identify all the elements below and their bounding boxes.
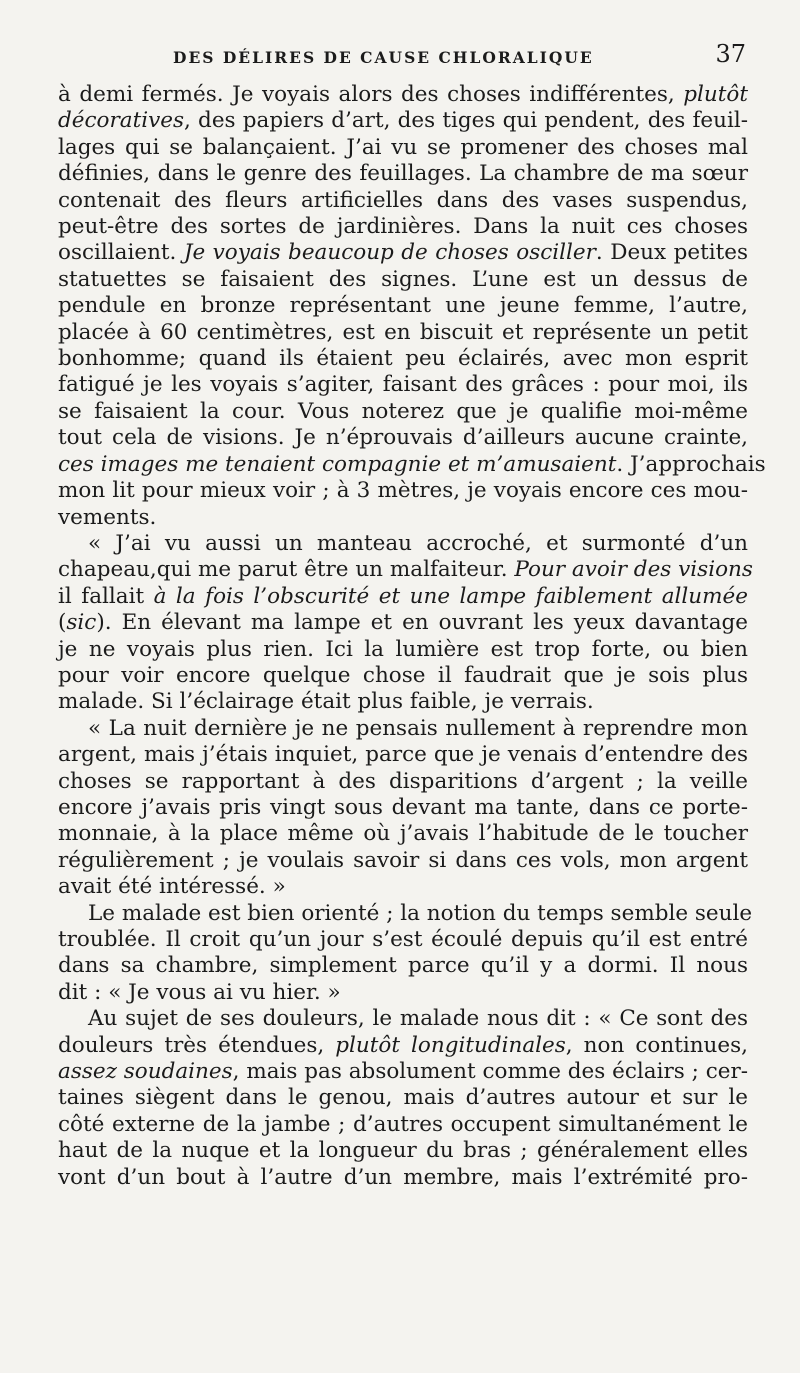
text-run: placée à 60 centimètres, est en biscuit et représente un petit <box>58 319 748 345</box>
page-header <box>58 40 746 76</box>
text-run: pendule en bronze représentant une jeune femme, l’autre, <box>58 293 748 319</box>
text-run: dit : « Je vous ai vu hier. » <box>58 979 341 1005</box>
italic-run: à la fois l’obscurité et une lampe faiblement allumée <box>153 583 748 609</box>
text-run: taines siègent dans le genou, mais d’autres autour et sur le <box>58 1085 748 1111</box>
text-line <box>58 980 748 1006</box>
text-line <box>58 557 753 583</box>
text-run: fatigué je les voyais s’agiter, faisant des grâces : pour moi, ils <box>58 372 748 398</box>
text-run: monnaie, à la place même où j’avais l’habitude de le toucher <box>58 821 748 847</box>
running-head: DES DÉLIRES DE CAUSE CHLORALIQUE <box>173 48 594 67</box>
text-line <box>58 716 748 742</box>
text-run: bonhomme; quand ils étaient peu éclairés, avec mon esprit <box>58 346 748 372</box>
text-line <box>58 346 748 372</box>
text-run: statuettes se faisaient des signes. L’une est un dessus de <box>58 266 748 292</box>
text-run: . J’approchais <box>616 451 766 477</box>
text-line <box>58 663 748 689</box>
text-line <box>58 214 748 240</box>
body-text <box>58 82 766 1191</box>
text-run: . Deux petites <box>595 240 748 266</box>
text-line <box>58 1165 748 1191</box>
text-line <box>58 874 748 900</box>
text-line <box>58 293 748 319</box>
text-line <box>58 451 766 478</box>
text-run: il fallait <box>58 583 154 609</box>
italic-run: plutôt longitudinales <box>335 1032 566 1058</box>
text-run: définies, dans le genre des feuillages. La chambre de ma sœur <box>58 161 748 187</box>
text-line <box>58 240 748 266</box>
text-line <box>58 1059 748 1085</box>
text-run: contenait des fleurs artificielles dans des vases suspendus, <box>58 187 748 213</box>
text-run: vont d’un bout à l’autre d’un membre, mais l’extrémité pro- <box>58 1164 748 1190</box>
italic-run: sic <box>66 610 97 636</box>
italic-run: plutôt <box>683 82 748 107</box>
text-line <box>58 742 748 768</box>
text-line <box>58 848 748 874</box>
text-run: dans sa chambre, simplement parce qu’il y a dormi. Il nous <box>58 953 748 979</box>
text-line <box>58 795 748 821</box>
page-number: 37 <box>715 40 746 68</box>
text-run: ). En élevant ma lampe et en ouvrant les yeux davantage <box>96 610 748 636</box>
text-line <box>58 1033 748 1059</box>
text-line <box>58 689 748 715</box>
text-line <box>58 161 748 187</box>
text-run: choses se rapportant à des disparitions d’argent ; la veille <box>58 768 748 794</box>
italic-run: ces images me tenaient compagnie et m’amusaient <box>58 451 617 477</box>
text-line <box>58 1006 748 1032</box>
text-line <box>58 320 748 346</box>
text-line <box>58 1085 748 1111</box>
text-line <box>58 953 748 979</box>
text-line <box>58 108 748 134</box>
text-run: malade. Si l’éclairage était plus faible, je verrais. <box>58 689 594 715</box>
text-line <box>58 505 748 531</box>
text-line <box>58 821 748 847</box>
text-run: chapeau,qui me parut être un malfaiteur. <box>58 557 515 583</box>
text-run: oscillaient. <box>58 240 184 266</box>
text-run: encore j’avais pris vingt sous devant ma tante, dans ce porte- <box>58 794 748 820</box>
text-run: « J’ai vu aussi un manteau accroché, et surmonté d’un <box>88 530 748 556</box>
text-run: Le malade est bien orienté ; la notion du temps semble seule <box>88 900 753 926</box>
text-line <box>58 82 748 108</box>
text-line <box>58 927 748 953</box>
text-line <box>58 610 748 636</box>
text-run: peut-être des sortes de jardinières. Dans la nuit ces choses <box>58 214 748 240</box>
text-line <box>58 188 748 214</box>
text-line <box>58 584 748 610</box>
text-run: douleurs très étendues, <box>58 1032 336 1058</box>
text-run: ( <box>58 610 67 636</box>
text-line <box>58 478 748 504</box>
text-run: pour voir encore quelque chose il faudrait que je sois plus <box>58 662 748 688</box>
italic-run: décoratives <box>58 108 184 134</box>
text-line <box>58 900 753 927</box>
text-run: régulièrement ; je voulais savoir si dans ces vols, mon argent <box>58 847 748 873</box>
text-run: avait été intéressé. » <box>58 874 286 900</box>
text-line <box>58 1112 748 1138</box>
text-line <box>58 637 748 663</box>
text-run: se faisaient la cour. Vous noterez que je qualifie moi-même <box>58 398 748 424</box>
text-run: vements. <box>58 504 157 530</box>
text-run: , mais pas absolument comme des éclairs ; cer- <box>232 1059 749 1085</box>
italic-run: assez soudaines <box>58 1059 233 1085</box>
text-line <box>58 1138 748 1164</box>
text-run: haut de la nuque et la longueur du bras ; généralement elles <box>58 1138 748 1164</box>
text-run: Au sujet de ses douleurs, le malade nous dit : « Ce sont des <box>88 1006 748 1032</box>
italic-run: Pour avoir des visions <box>514 557 753 583</box>
text-run: côté externe de la jambe ; d’autres occupent simultanément le <box>58 1111 748 1137</box>
text-run: je ne voyais plus rien. Ici la lumière est trop forte, ou bien <box>58 636 748 662</box>
text-run: mon lit pour mieux voir ; à 3 mètres, je voyais encore ces mou- <box>58 478 748 504</box>
text-line <box>58 267 748 293</box>
italic-run: Je voyais beaucoup de choses osciller <box>183 240 596 266</box>
text-run: , non continues, <box>565 1032 748 1058</box>
text-run: à demi fermés. Je voyais alors des choses indifférentes, <box>58 82 684 107</box>
text-run: , des papiers d’art, des tiges qui pendent, des feuil- <box>184 108 748 134</box>
text-line <box>58 769 748 795</box>
text-line <box>58 399 748 425</box>
text-run: « La nuit dernière je ne pensais nullement à reprendre mon <box>88 715 748 741</box>
text-line <box>58 425 748 451</box>
text-run: lages qui se balançaient. J’ai vu se promener des choses mal <box>58 134 748 160</box>
text-run: argent, mais j’étais inquiet, parce que je venais d’entendre des <box>58 742 748 768</box>
text-run: tout cela de visions. Je n’éprouvais d’ailleurs aucune crainte, <box>58 425 748 451</box>
text-line <box>58 531 748 557</box>
text-line <box>58 135 748 161</box>
text-run: troublée. Il croit qu’un jour s’est écoulé depuis qu’il est entré <box>58 927 748 952</box>
text-line <box>58 372 748 398</box>
